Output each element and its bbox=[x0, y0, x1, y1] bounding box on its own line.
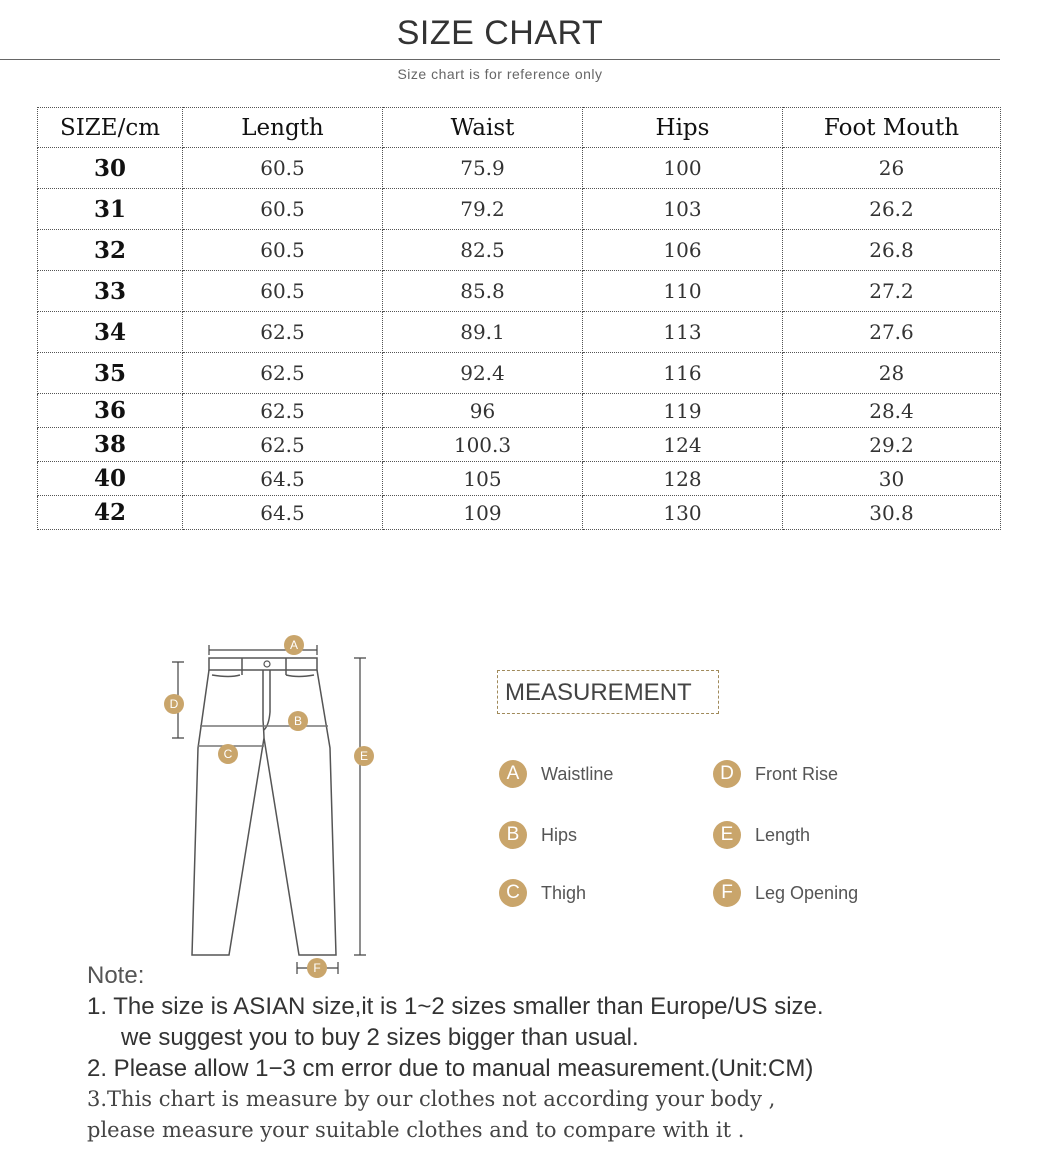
table-cell: 109 bbox=[383, 496, 583, 530]
table-cell: 89.1 bbox=[383, 312, 583, 353]
legend-badge-c: C bbox=[499, 879, 527, 907]
legend-item-thigh bbox=[499, 879, 586, 907]
table-cell: 62.5 bbox=[183, 353, 383, 394]
size-cell: 42 bbox=[38, 496, 183, 530]
table-cell: 110 bbox=[583, 271, 783, 312]
note-line-3: 3.This chart is measure by our clothes not according your body , bbox=[87, 1087, 776, 1111]
legend-label-leg-opening: Leg Opening bbox=[755, 882, 859, 903]
size-cell: 40 bbox=[38, 462, 183, 496]
size-cell: 34 bbox=[38, 312, 183, 353]
table-row bbox=[38, 428, 1001, 462]
table-row bbox=[38, 353, 1001, 394]
table-cell: 64.5 bbox=[183, 462, 383, 496]
table-cell: 26 bbox=[783, 148, 1001, 189]
legend-label-hips: Hips bbox=[541, 824, 578, 845]
table-cell: 92.4 bbox=[383, 353, 583, 394]
table-cell: 26.2 bbox=[783, 189, 1001, 230]
title-divider bbox=[0, 59, 1000, 60]
table-row bbox=[38, 230, 1001, 271]
legend-item-waistline bbox=[499, 760, 613, 788]
table-cell: 103 bbox=[583, 189, 783, 230]
table-cell: 75.9 bbox=[383, 148, 583, 189]
table-header-row bbox=[38, 108, 1001, 148]
legend-badge-f: F bbox=[713, 879, 741, 907]
size-cell: 30 bbox=[38, 148, 183, 189]
table-cell: 28 bbox=[783, 353, 1001, 394]
column-header-waist: Waist bbox=[383, 108, 583, 148]
legend-badge-e: E bbox=[713, 821, 741, 849]
column-header-foot-mouth: Foot Mouth bbox=[783, 108, 1001, 148]
table-cell: 62.5 bbox=[183, 312, 383, 353]
size-cell: 38 bbox=[38, 428, 183, 462]
size-table bbox=[37, 107, 1001, 530]
measurement-title: MEASUREMENT bbox=[497, 670, 719, 714]
table-cell: 105 bbox=[383, 462, 583, 496]
note-section bbox=[87, 960, 1027, 1146]
table-cell: 113 bbox=[583, 312, 783, 353]
legend-label-waistline: Waistline bbox=[541, 763, 614, 784]
marker-b: B bbox=[293, 714, 303, 728]
legend-badge-b: B bbox=[499, 821, 527, 849]
marker-d: D bbox=[169, 697, 179, 711]
column-header-hips: Hips bbox=[583, 108, 783, 148]
size-cell: 36 bbox=[38, 394, 183, 428]
table-row bbox=[38, 189, 1001, 230]
note-line-1b: we suggest you to buy 2 sizes bigger than usual. bbox=[121, 1024, 639, 1051]
legend-label-length: Length bbox=[755, 824, 811, 845]
column-header-size: SIZE/cm bbox=[38, 108, 183, 148]
table-row bbox=[38, 496, 1001, 530]
table-cell: 119 bbox=[583, 394, 783, 428]
table-cell: 30 bbox=[783, 462, 1001, 496]
size-cell: 31 bbox=[38, 189, 183, 230]
table-cell: 62.5 bbox=[183, 394, 383, 428]
table-cell: 128 bbox=[583, 462, 783, 496]
table-cell: 130 bbox=[583, 496, 783, 530]
table-cell: 106 bbox=[583, 230, 783, 271]
page-subtitle: Size chart is for reference only bbox=[397, 66, 603, 82]
marker-f: F bbox=[313, 961, 321, 975]
marker-e: E bbox=[359, 749, 369, 763]
marker-c: C bbox=[223, 747, 233, 761]
size-cell: 32 bbox=[38, 230, 183, 271]
legend-item-front-rise bbox=[713, 760, 838, 788]
table-cell: 60.5 bbox=[183, 189, 383, 230]
size-cell: 33 bbox=[38, 271, 183, 312]
table-cell: 100.3 bbox=[383, 428, 583, 462]
table-cell: 60.5 bbox=[183, 148, 383, 189]
table-cell: 26.8 bbox=[783, 230, 1001, 271]
table-cell: 60.5 bbox=[183, 271, 383, 312]
legend-label-thigh: Thigh bbox=[541, 882, 587, 903]
table-cell: 62.5 bbox=[183, 428, 383, 462]
size-cell: 35 bbox=[38, 353, 183, 394]
note-heading: Note: bbox=[87, 962, 145, 989]
legend-item-leg-opening bbox=[713, 879, 858, 907]
marker-a: A bbox=[289, 638, 299, 652]
pants-diagram bbox=[160, 630, 390, 980]
legend-item-length bbox=[713, 821, 810, 849]
legend-badge-a: A bbox=[499, 760, 527, 788]
table-cell: 96 bbox=[383, 394, 583, 428]
table-cell: 124 bbox=[583, 428, 783, 462]
table-cell: 29.2 bbox=[783, 428, 1001, 462]
table-cell: 82.5 bbox=[383, 230, 583, 271]
note-line-1: 1. The size is ASIAN size,it is 1~2 sizes smaller than Europe/US size. bbox=[87, 993, 824, 1020]
table-row bbox=[38, 271, 1001, 312]
note-line-3b: please measure your suitable clothes and to compare with it . bbox=[87, 1118, 745, 1142]
table-row bbox=[38, 312, 1001, 353]
table-cell: 30.8 bbox=[783, 496, 1001, 530]
table-cell: 64.5 bbox=[183, 496, 383, 530]
table-cell: 100 bbox=[583, 148, 783, 189]
table-cell: 79.2 bbox=[383, 189, 583, 230]
table-row bbox=[38, 394, 1001, 428]
table-cell: 27.6 bbox=[783, 312, 1001, 353]
note-line-2: 2. Please allow 1−3 cm error due to manual measurement.(Unit:CM) bbox=[87, 1055, 814, 1082]
table-row bbox=[38, 462, 1001, 496]
page-title: SIZE CHART bbox=[396, 14, 604, 52]
table-cell: 27.2 bbox=[783, 271, 1001, 312]
legend-item-hips bbox=[499, 821, 577, 849]
table-cell: 60.5 bbox=[183, 230, 383, 271]
legend-badge-d: D bbox=[713, 760, 741, 788]
table-row bbox=[38, 148, 1001, 189]
table-cell: 85.8 bbox=[383, 271, 583, 312]
table-cell: 116 bbox=[583, 353, 783, 394]
table-cell: 28.4 bbox=[783, 394, 1001, 428]
column-header-length: Length bbox=[183, 108, 383, 148]
legend-label-front-rise: Front Rise bbox=[755, 763, 839, 784]
